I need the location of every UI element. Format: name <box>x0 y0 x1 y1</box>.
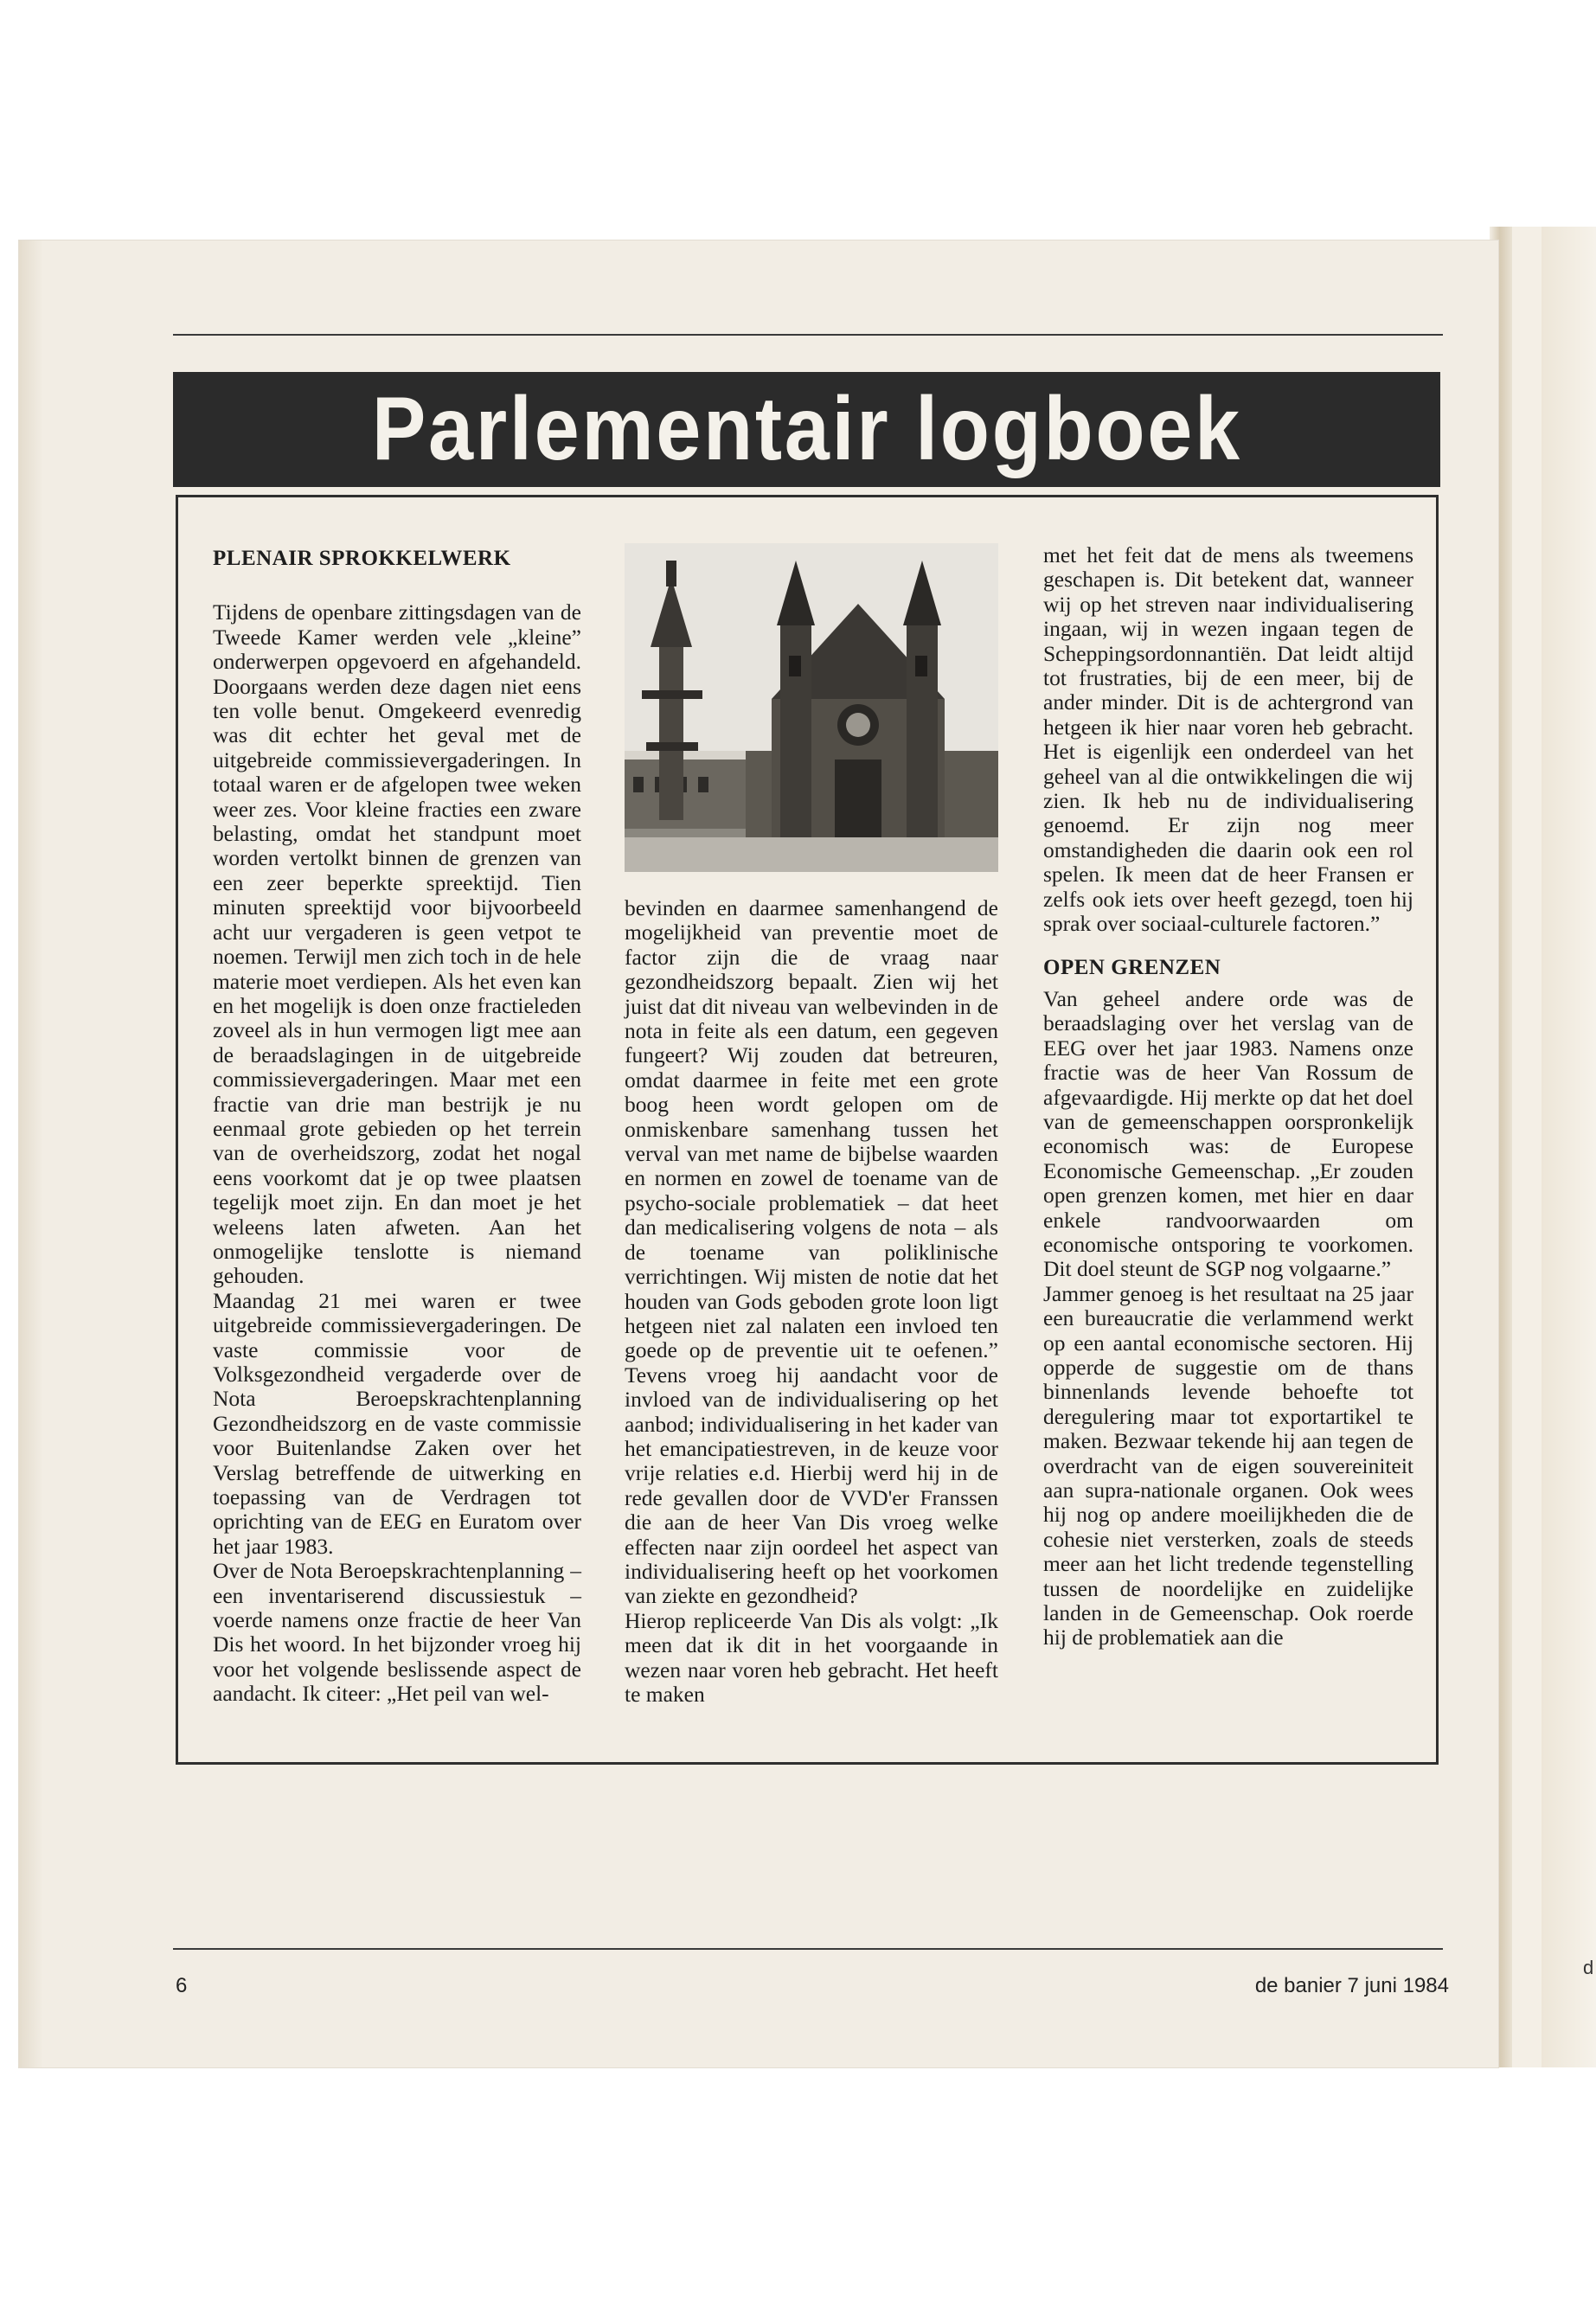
paragraph: Tijdens de openbare zittingsdagen van de Tweede Kamer werden vele „kleine” onderwerpen opgevoerd en afgehandeld. Doorgaans werden deze dagen niet eens ten volle benut. Omgekeerd evenredig was dit echter het geval met de uitgebreide commissievergaderingen. In totaal waren er de afgelopen twee weken weer zes. Voor kleine fracties een zware belasting, omdat het standpunt moet worden vertolkt binnen de grenzen van een zeer beperkte spreektijd. Tien minuten spreektijd voor bijvoorbeeld acht uur vergaderen is geen vetpot te noemen. Terwijl men zich toch in de hele materie moet verdiepen. Als het even kan en het mogelijk is doen onze fractieleden zoveel als in hun vermogen ligt mee aan de beraadslagingen in de uitgebreide commissievergaderingen. Maar met een fractie van drie man bestrijk je nu eenmaal grote gebieden op het terrein van de overheidszorg, zodat het nogal eens voorkomt dat je op twee plaatsen tegelijk moet zijn. En dan moet je het weleens laten afweten. Aan het onmogelijke tenslotte is niemand gehouden. <box>213 599 581 1289</box>
bottom-rule <box>173 1948 1443 1950</box>
paragraph: bevinden en daarmee samenhangend de mogelijkheid van preventie moet de factor zijn die de vraag naar gezondheidszorg bepaalt. Zien wij het juist dat dit niveau van welbevinden in de nota in feite als een datum, een gegeven fungeert? Wij zouden dat betreuren, omdat daarmee in feite met een grote boog heen wordt gelopen om de onmiskenbare samenhang tussen het verval van met name de bijbelse waarden en normen en zowel de toename van de psycho-sociale problematiek – dat heet dan medicalisering volgens de nota – als de toename van poliklinische verrichtingen. Wij misten de notie dat het houden van Gods geboden grote loon ligt hetgeen niet zal nalaten een invloed ten goede op de preventie uit te oefenen.” Tevens vroeg hij aandacht voor de invloed van de individualisering op het aanbod; individualisering in het kader van het emancipatiestreven, in de keuze voor vrije relaties e.d. Hierbij werd hij in de rede gevallen door de VVD'er Franssen die aan de heer Van Dis vroeg welke effecten naar zijn oordeel het aspect van individualisering heeft op het voorkomen van ziekte en gezondheid? <box>625 895 998 1609</box>
paragraph: Hierop repliceerde Van Dis als volgt: „Ik meen dat ik dit in het voorgaande in wezen naar voren heb gebracht. Het heeft te maken <box>625 1607 998 1707</box>
page-title: Parlementair logboek <box>371 379 1242 479</box>
section-heading-plenair: PLENAIR SPROKKELWERK <box>213 547 511 570</box>
title-banner <box>173 372 1440 487</box>
next-page-letter: d <box>1583 1957 1594 1978</box>
page-edge <box>19 240 43 2067</box>
paragraph: Maandag 21 mei waren er twee uitgebreide commissievergaderingen. De vaste commissie voor de Volksgezondheid vergaderde over de Nota Beroepskrachtenplanning Gezondheidszorg en de vaste commissie voor Buitenlandse Zaken over het Verslag betreffende de uitwerking en toepassing van de Verdragen tot oprichting van de EEG en Euratom over het jaar 1983. <box>213 1287 581 1559</box>
section-heading-open-grenzen: OPEN GRENZEN <box>1043 955 1221 979</box>
column-1 <box>213 547 581 1707</box>
paragraph: Van geheel andere orde was de beraadslaging over het verslag van de EEG over het jaar 1983. Namens onze fractie was de heer Van Rossum de afgevaardigde. Hij merkte op dat het doel van de gemeenschappen oorspronkelijk economisch was: de Europese Economische Gemeenschap. „Er zouden open grenzen komen, met hier en daar enkele randvoorwaarden om economische ontsporing te voorkomen. Dit doel steunt de SGP nog volgaarne.” <box>1043 985 1413 1282</box>
top-rule <box>173 334 1443 336</box>
paragraph: Over de Nota Beroepskrachtenplanning – een inventariserend discussiestuk – voerde namens onze fractie de heer Van Dis het woord. In het bijzonder vroeg hij voor het volgende beslissende aspect de aandacht. Ik citeer: „Het peil van wel- <box>213 1558 581 1707</box>
column-2 <box>625 896 998 1707</box>
publication-info: de banier 7 juni 1984 <box>1254 1974 1449 1997</box>
next-page-shade <box>1542 227 1596 2067</box>
paragraph: met het feit dat de mens als tweemens geschapen is. Dit betekent dat, wanneer wij op het streven naar individualisering ingaan, wij in wezen ingaan tegen de Scheppingsordonnantiën. Dat leidt altijd tot frustraties, bij de een meer, bij de ander minder. Dit is de achtergrond van hetgeen ik hier naar voren heb gebracht. Het is eigenlijk een onderdeel van het geheel van al die ontwikkelingen die wij zien. Ik heb nu de individualisering genoemd. Er zijn nog meer omstandigheden die daarin ook een rol spelen. Ik meen dat de heer Fransen er zelfs ook iets over heeft gezegd, toen hij sprak over sociaal-culturele factoren.” <box>1043 542 1413 937</box>
paragraph: Jammer genoeg is het resultaat na 25 jaar een bureaucratie die verlammend werkt op een aantal economische sectoren. Hij opperde de suggestie om de thans binnenlands levende behoefte tot deregulering maar tot exportartikel te maken. Bezwaar tekende hij aan tegen de overdracht van de eigen souvereiniteit aan supra-nationale organen. Ook wees hij nog op andere moeilijkheden die de cohesie niet versterken, zoals de steeds meer aan het licht tredende tegenstelling tussen de noordelijke en zuidelijke landen in de Gemeenschap. Ook roerde hij de problematiek aan die <box>1043 1280 1413 1650</box>
building-photo <box>625 543 998 872</box>
column-3 <box>1043 543 1413 1650</box>
page-number: 6 <box>176 1974 188 1997</box>
